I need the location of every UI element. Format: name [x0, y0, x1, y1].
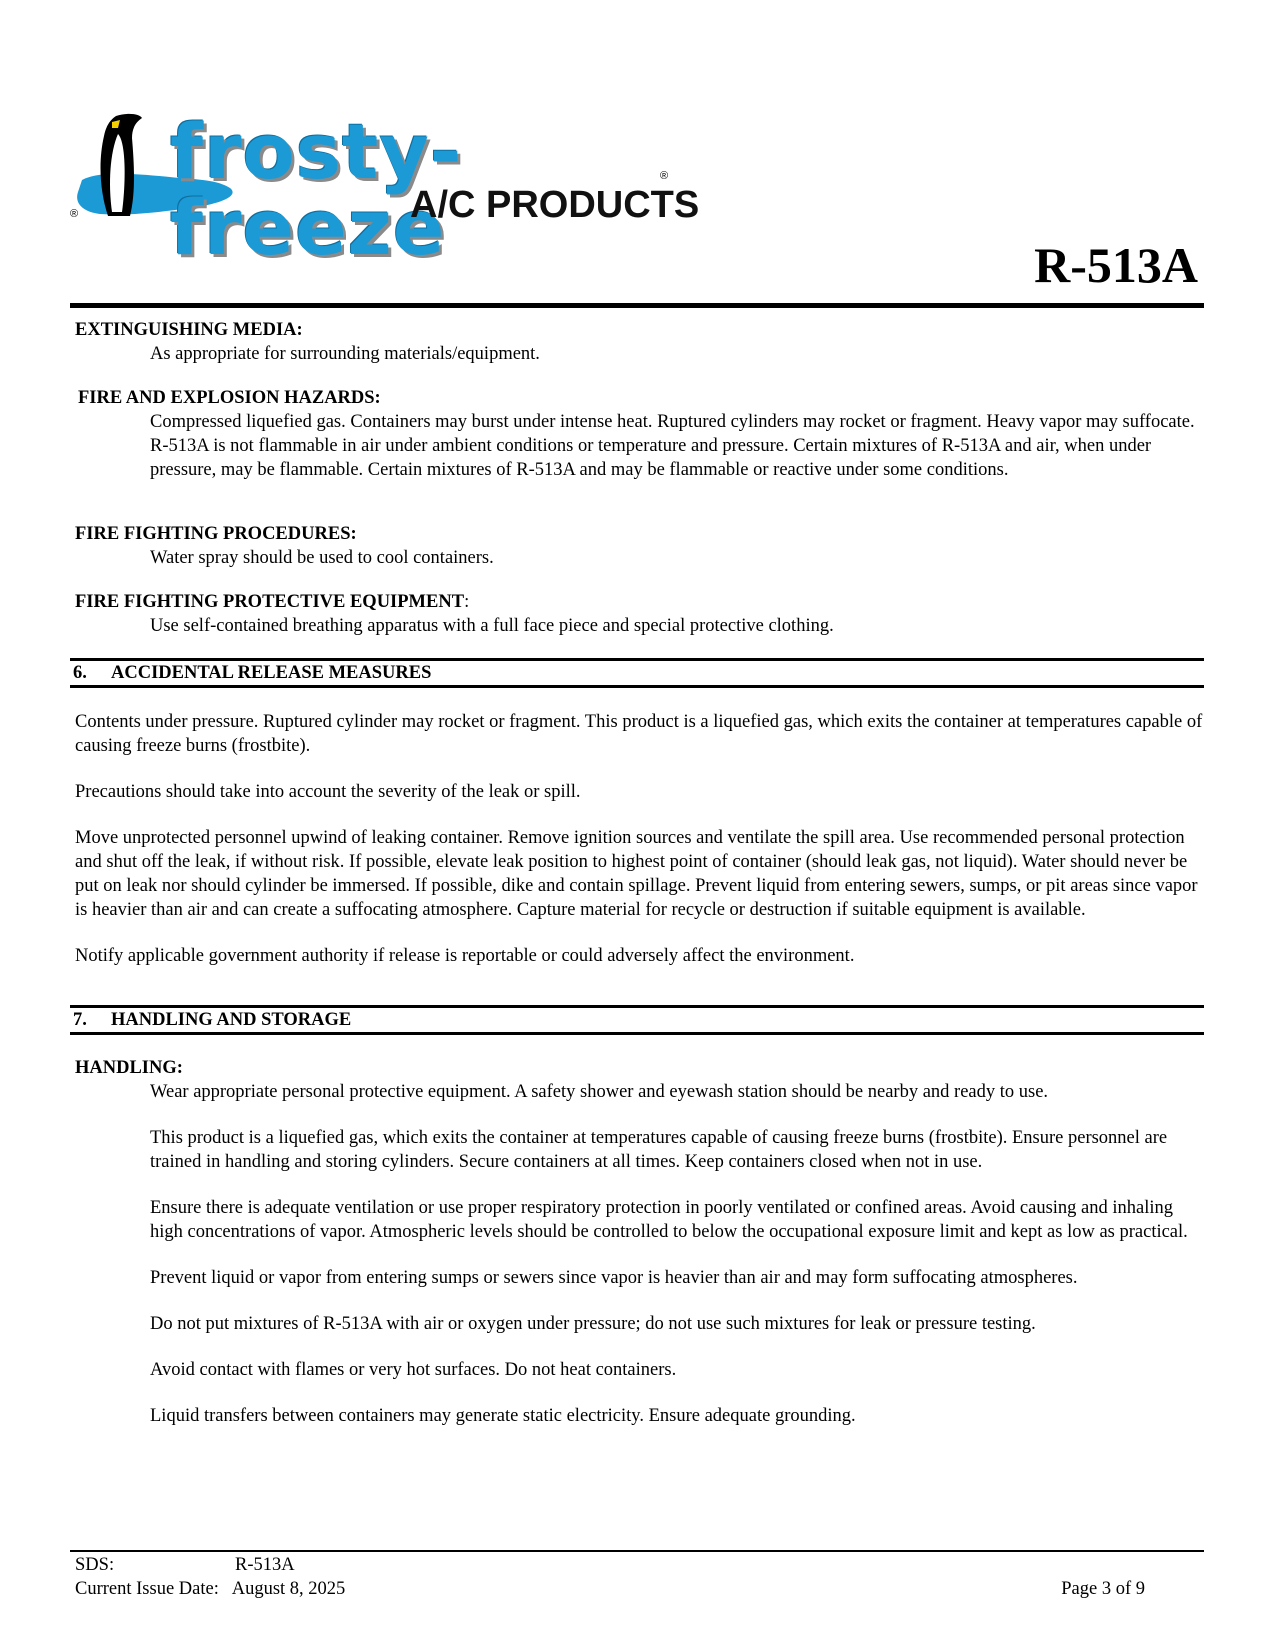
- issue-date-label: Current Issue Date:: [75, 1579, 219, 1599]
- brand-logo: [70, 107, 710, 272]
- block-extinguishing-media: [75, 318, 1205, 366]
- header-divider: [70, 303, 1204, 308]
- paragraph: This product is a liquefied gas, which exits the container at temperatures capable of causing freeze burns (frostbite). Ensure personnel are trained in handling and storing cylinders. Secure containers at all times. Keep containers closed when not in use.: [150, 1128, 1168, 1172]
- sds-value: R-513A: [235, 1555, 295, 1575]
- block-heading: EXTINGUISHING MEDIA:: [75, 320, 303, 340]
- block-text: As appropriate for surrounding materials/equipment.: [150, 344, 540, 364]
- paragraph: Contents under pressure. Ruptured cylinder may rocket or fragment. This product is a liquefied gas, which exits the container at temperatures capable of causing freeze burns (frostbite).: [75, 712, 1203, 756]
- paragraph: Do not put mixtures of R-513A with air or oxygen under pressure; do not use such mixtures for leak or pressure testing.: [150, 1314, 1036, 1334]
- subheading-handling: HANDLING:: [75, 1058, 183, 1078]
- section-title: ACCIDENTAL RELEASE MEASURES: [111, 663, 432, 683]
- brand-wordmark: frosty-freeze: [170, 107, 463, 272]
- section-7-header: [70, 1005, 1204, 1035]
- paragraph: Liquid transfers between containers may generate static electricity. Ensure adequate grounding.: [150, 1406, 856, 1426]
- paragraph: Prevent liquid or vapor from entering sumps or sewers since vapor is heavier than air and may form suffocating atmospheres.: [150, 1268, 1078, 1288]
- registered-mark: ®: [660, 170, 669, 182]
- section-7-body: [75, 1056, 1205, 1428]
- brand-subtitle: A/C PRODUCTS: [410, 184, 700, 226]
- heading-colon: :: [464, 592, 470, 612]
- page-footer: [75, 1553, 1205, 1601]
- block-fire-fighting-equipment: [75, 590, 1205, 638]
- registered-mark: ®: [70, 208, 79, 220]
- footer-divider: [70, 1550, 1204, 1552]
- block-heading: FIRE FIGHTING PROCEDURES:: [75, 524, 357, 544]
- paragraph: Wear appropriate personal protective equipment. A safety shower and eyewash station should be nearby and ready to use.: [150, 1082, 1049, 1102]
- block-fire-fighting-procedures: [75, 522, 1205, 570]
- product-code: R-513A: [1034, 237, 1198, 293]
- block-text: Compressed liquefied gas. Containers may burst under intense heat. Ruptured cylinders may rocket or fragment. Heavy vapor may suffocate. R-513A is not flammable in air under ambient conditions or temperature and pressure. Certain mixtures of R-513A and air, when under pressure, may be flammable. Certain mixtures of R-513A and may be flammable or reactive under some conditions.: [150, 412, 1195, 480]
- block-fire-explosion-hazards: [78, 386, 1208, 482]
- block-text: Water spray should be used to cool containers.: [150, 548, 494, 568]
- paragraph: Precautions should take into account the severity of the leak or spill.: [75, 782, 581, 802]
- section-title: HANDLING AND STORAGE: [111, 1010, 352, 1030]
- paragraph: Ensure there is adequate ventilation or use proper respiratory protection in poorly ventilated or confined areas. Avoid causing and inhaling high concentrations of vapor. Atmospheric levels should be controlled to below the occupational exposure limit and kept as low as practical.: [150, 1198, 1188, 1242]
- section-6-header: [70, 658, 1204, 688]
- issue-date-value: August 8, 2025: [231, 1579, 346, 1599]
- section-6-body: [75, 710, 1205, 968]
- section-number: 6.: [73, 663, 87, 683]
- paragraph: Avoid contact with flames or very hot surfaces. Do not heat containers.: [150, 1360, 677, 1380]
- section-number: 7.: [73, 1010, 87, 1030]
- paragraph: Move unprotected personnel upwind of leaking container. Remove ignition sources and ventilate the spill area. Use recommended personal protection and shut off the leak, if without risk. If possible, elevate leak position to highest point of container (should leak gas, not liquid). Water should never be put on leak nor should cylinder be immersed. If possible, dike and contain spillage. Prevent liquid from entering sewers, sumps, or pit areas since vapor is heavier than air and can create a suffocating atmosphere. Capture material for recycle or destruction if suitable equipment is available.: [75, 828, 1198, 920]
- paragraph: Notify applicable government authority if release is reportable or could adversely affect the environment.: [75, 946, 855, 966]
- page-number: Page 3 of 9: [1061, 1579, 1145, 1599]
- block-heading: FIRE FIGHTING PROTECTIVE EQUIPMENT: [75, 592, 465, 612]
- block-heading: FIRE AND EXPLOSION HAZARDS:: [78, 388, 381, 408]
- sds-label: SDS:: [75, 1555, 115, 1575]
- block-text: Use self-contained breathing apparatus with a full face piece and special protective clothing.: [150, 616, 834, 636]
